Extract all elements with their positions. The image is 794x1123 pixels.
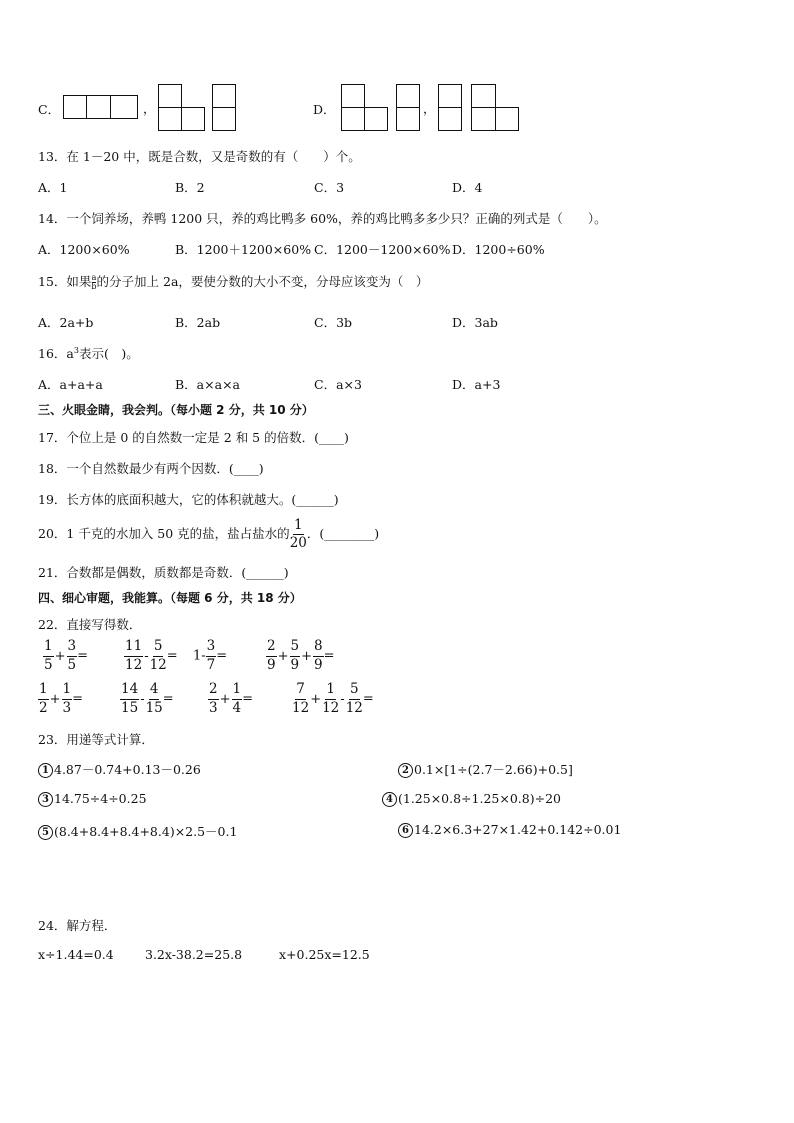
q24-equation-1: x÷1.44=0.4 [38,947,114,962]
q16-stem [38,344,139,362]
q15-suffix: 的分子加上 2a，要使分数的大小不变，分母应该变为（ ） [96,274,429,289]
q19-stem: 19．长方体的底面积越大，它的体积就越大。(______) [38,492,339,507]
fraction-denominator: 9 [267,656,276,673]
fraction-numerator: 2 [208,683,219,700]
q15-prefix: 15．如果 [38,274,92,289]
q22-item [193,640,227,672]
q23-item-3 [38,791,147,807]
q22-stem: 22．直接写得数． [38,617,142,632]
fraction-denominator: 12 [292,699,310,716]
fraction-denominator: 9 [314,656,323,673]
fraction-denominator: 4 [232,699,242,716]
expression: (1.25×0.8÷1.25×0.8)÷20 [398,791,561,806]
q14-option-a: A．1200×60% [38,242,130,257]
q15-option-b: B．2ab [175,315,221,330]
operator: + [54,648,66,664]
operator: - [340,691,345,707]
circled-number: 5 [38,825,53,840]
q24-equation-3: x+0.25x=12.5 [279,947,370,962]
fraction-denominator: 12 [322,699,340,716]
q20-fraction-numerator: 1 [293,519,304,536]
equals-sign: = [242,691,253,707]
fraction-numerator: 14 [120,683,139,700]
q21-stem: 21．合数都是偶数，质数都是奇数．(______) [38,565,289,580]
fraction-numerator: 3 [67,640,78,657]
circled-number: 2 [398,763,413,778]
q20-fraction-denominator: 20 [289,535,307,551]
q16-option-c: C．a×3 [314,377,362,392]
q16-prefix: 16．a [38,346,74,361]
section-4-heading: 四、细心审题，我能算。（每题 6 分，共 18 分） [38,591,302,605]
operator: + [310,691,322,707]
q16-option-d: D．a+3 [452,377,501,392]
operator: + [301,648,312,664]
q12-comma-c: ， [143,101,156,116]
fraction-denominator: 15 [145,699,163,716]
q13-option-c: C．3 [314,180,345,195]
fraction-denominator: 3 [209,699,218,716]
q15-option-a: A．2a+b [38,315,94,330]
q16-suffix: 表示( )。 [78,346,139,361]
q22-item [38,683,83,715]
equals-sign: = [216,648,228,664]
q15-fraction-numerator: a [91,273,97,282]
fraction-numerator: 1 [232,683,243,700]
equals-sign: = [362,691,374,707]
q13-option-d: D．4 [452,180,483,195]
q13-stem: 13．在 1－20 中，既是合数，又是奇数的有（ ）个。 [38,149,361,164]
fraction-denominator: 15 [121,699,139,716]
expression: 0.1×[1÷(2.7－2.66)+0.5] [414,762,573,777]
operator: - [144,648,149,664]
expression: 4.87－0.74+0.13－0.26 [54,762,201,777]
circled-number: 3 [38,792,53,807]
q16-exponent: 3 [73,345,79,355]
equals-sign: = [162,691,174,707]
operator: + [49,691,61,707]
q13-option-a: A．1 [38,180,68,195]
q22-item [120,683,174,715]
q14-option-b: B．1200＋1200×60% [175,242,312,257]
operator: + [219,691,231,707]
q22-item [266,640,335,672]
fraction-numerator: 7 [295,683,306,700]
equals-sign: = [166,648,178,664]
q22-item [43,640,88,672]
lead-term: 1- [193,648,206,664]
q16-option-b: B．a×a×a [175,377,240,392]
fraction-denominator: 12 [345,699,363,716]
equals-sign: = [77,648,88,664]
q23-item-4 [382,791,561,807]
q14-option-d: D．1200÷60% [452,242,545,257]
q15-option-d: D．3ab [452,315,498,330]
fraction-numerator: 5 [153,640,164,657]
q15-fraction-denominator: b [91,282,97,291]
q17-stem: 17．个位上是 0 的自然数一定是 2 和 5 的倍数．(____) [38,430,349,445]
expression: (8.4+8.4+8.4+8.4)×2.5－0.1 [54,824,238,839]
q23-item-5 [38,822,237,840]
fraction-numerator: 1 [62,683,73,700]
q23-item-2 [398,760,573,778]
fraction-numerator: 1 [43,640,54,657]
fraction-numerator: 5 [290,640,301,657]
fraction-denominator: 5 [44,656,53,673]
q20-prefix: 20．1 千克的水加入 50 克的盐，盐占盐水的 [38,526,290,541]
q22-item [208,683,253,715]
fraction-numerator: 3 [206,640,217,657]
fraction-denominator: 12 [149,656,167,673]
equals-sign: = [323,648,335,664]
operator: - [140,691,145,707]
fraction-numerator: 2 [266,640,277,657]
circled-number: 4 [382,792,397,807]
expression: 14.2×6.3+27×1.42+0.142÷0.01 [414,822,622,837]
fraction-denominator: 2 [39,699,48,716]
fraction-numerator: 1 [325,683,336,700]
q12-option-c-label: C． [38,102,61,117]
fraction-denominator: 5 [67,656,77,673]
expression: 14.75÷4÷0.25 [54,791,147,806]
q20-suffix: ．(________) [306,526,380,541]
q14-option-c: C．1200－1200×60% [314,242,451,257]
operator: + [277,648,289,664]
q16-option-a: A．a+a+a [38,377,103,392]
section-3-heading: 三、火眼金睛，我会判。（每小题 2 分，共 10 分） [38,403,314,417]
q22-item [292,683,374,715]
fraction-denominator: 7 [206,656,216,673]
q23-stem: 23．用递等式计算． [38,732,154,747]
q24-stem: 24．解方程． [38,918,117,933]
q22-item [124,640,178,672]
fraction-denominator: 3 [62,699,72,716]
circled-number: 1 [38,763,53,778]
q12-option-d-label: D． [313,102,336,117]
q23-item-1 [38,760,201,778]
q15-option-c: C．3b [314,315,353,330]
fraction-numerator: 8 [313,640,324,657]
fraction-numerator: 1 [38,683,49,700]
q14-stem: 14．一个饲养场，养鸭 1200 只，养的鸡比鸭多 60%，养的鸡比鸭多多少只？正确的列式是（ ）。 [38,211,607,226]
fraction-denominator: 12 [125,656,143,673]
q20-fraction [289,516,307,551]
fraction-denominator: 9 [290,656,300,673]
fraction-numerator: 11 [124,640,143,657]
equals-sign: = [72,691,83,707]
circled-number: 6 [398,823,413,838]
q24-equation-2: 3.2x-38.2=25.8 [145,947,243,962]
q18-stem: 18．一个自然数最少有两个因数．(____) [38,461,264,476]
fraction-numerator: 5 [349,683,360,700]
q12-comma-d: ， [423,101,436,116]
q15-stem [38,272,428,291]
q23-item-6 [398,822,621,838]
fraction-numerator: 4 [149,683,160,700]
q20-stem [38,516,379,552]
q13-option-b: B．2 [175,180,205,195]
